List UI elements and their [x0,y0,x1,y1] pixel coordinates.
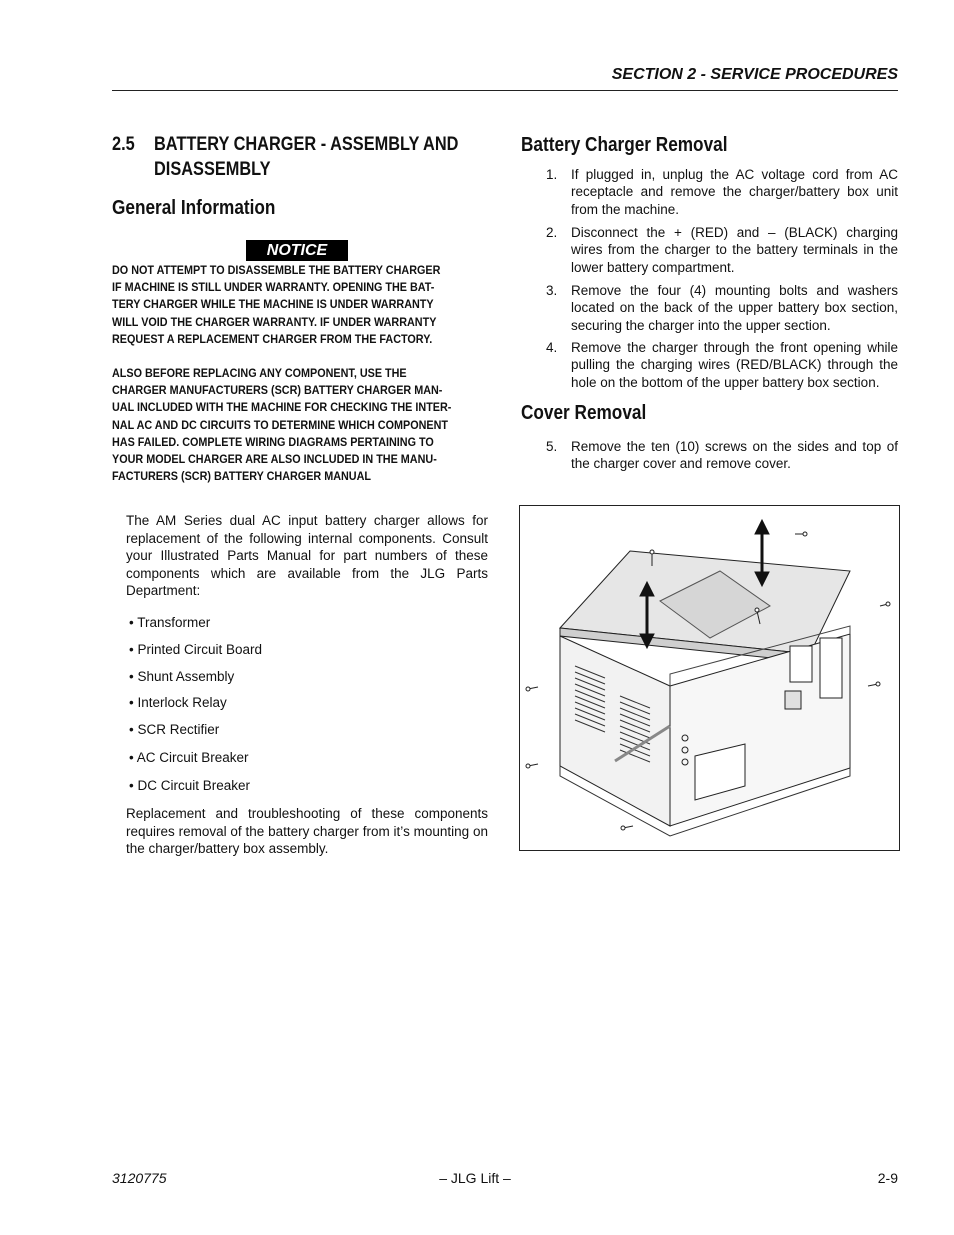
component-item: • Transformer [129,615,211,630]
notice-line: YOUR MODEL CHARGER ARE ALSO INCLUDED IN THE MANU- [112,451,437,466]
notice-paragraph-2 [112,365,488,485]
step-text: Disconnect the + (RED) and – (BLACK) charging wires from the charger to the battery terminals in the lower battery compartment. [571,225,898,275]
notice-line: ALSO BEFORE REPLACING ANY COMPONENT, USE THE [112,366,407,380]
component-item: • SCR Rectifier [129,722,220,737]
notice-line: CHARGER MANUFACTURERS (SCR) BATTERY CHARGER MAN- [112,383,443,398]
notice-line: IF MACHINE IS STILL UNDER WARRANTY. OPENING THE BAT- [112,280,435,295]
notice-line: HAS FAILED. COMPLETE WIRING DIAGRAMS PERTAINING TO [112,434,434,449]
notice-line: DO NOT ATTEMPT TO DISASSEMBLE THE BATTERY CHARGER [112,263,441,277]
section-heading-line1: BATTERY CHARGER - ASSEMBLY AND [154,134,459,155]
charger-side-panel [560,636,670,826]
intro-paragraph: The AM Series dual AC input battery charger allows for replacement of the following internal components. Consult your Illustrated Parts Manual for part numbers of these components which are available from the JLG Parts Department: [126,513,488,598]
component-item: • DC Circuit Breaker [129,778,250,793]
battery-charger-figure [519,505,900,851]
section-heading-line2: DISASSEMBLY [154,159,271,180]
step-text: If plugged in, unplug the AC voltage cord from AC receptacle and remove the charger/battery box unit from the machine. [571,167,898,217]
component-item: • Shunt Assembly [129,669,235,684]
cover-removal-heading: Cover Removal [521,402,647,424]
step-text: Remove the four (4) mounting bolts and washers located on the back of the upper battery box section, securing the charger into the upper section. [571,283,898,333]
notice-line: REQUEST A REPLACEMENT CHARGER FROM THE FACTORY. [112,331,433,346]
step-number: 1. [546,167,558,182]
component-item: • AC Circuit Breaker [129,750,249,765]
notice-line: FACTURERS (SCR) BATTERY CHARGER MANUAL [112,469,372,484]
page-number: 2-9 [877,1170,898,1186]
document-number: 3120775 [112,1170,167,1186]
notice-line: TERY CHARGER WHILE THE MACHINE IS UNDER WARRANTY [112,297,434,312]
section-title: SECTION 2 - SERVICE PROCEDURES [611,66,898,83]
closing-paragraph: Replacement and troubleshooting of these components requires removal of the battery charger from it’s mounting on the charger/battery box assembly. [126,806,488,856]
general-information-heading: General Information [112,197,276,219]
step-number: 5. [546,439,558,454]
notice-badge: NOTICE [246,240,348,261]
component-item: • Printed Circuit Board [129,642,263,657]
battery-charger-removal-heading: Battery Charger Removal [521,134,728,156]
section-number: 2.5 [112,134,135,155]
notice-paragraph-1 [112,262,488,348]
step-text: Remove the ten (10) screws on the sides and top of the charger cover and remove cover. [571,439,898,472]
notice-line: UAL INCLUDED WITH THE MACHINE FOR CHECKING THE INTER- [112,400,452,415]
step-number: 2. [546,225,558,240]
step-text: Remove the charger through the front opening while pulling the charging wires (RED/BLACK) through the hole on the bottom of the upper battery box section. [571,340,898,390]
notice-line: NAL AC AND DC CIRCUITS TO DETERMINE WHICH COMPONENT [112,417,449,432]
step-number: 4. [546,340,558,355]
header-divider [112,90,898,91]
notice-line: WILL VOID THE CHARGER WARRANTY. IF UNDER WARRANTY [112,314,437,329]
step-number: 3. [546,283,558,298]
component-item: • Interlock Relay [129,695,227,710]
footer-center-label: – JLG Lift – [439,1170,511,1186]
battery-charger-illustration [520,506,899,850]
